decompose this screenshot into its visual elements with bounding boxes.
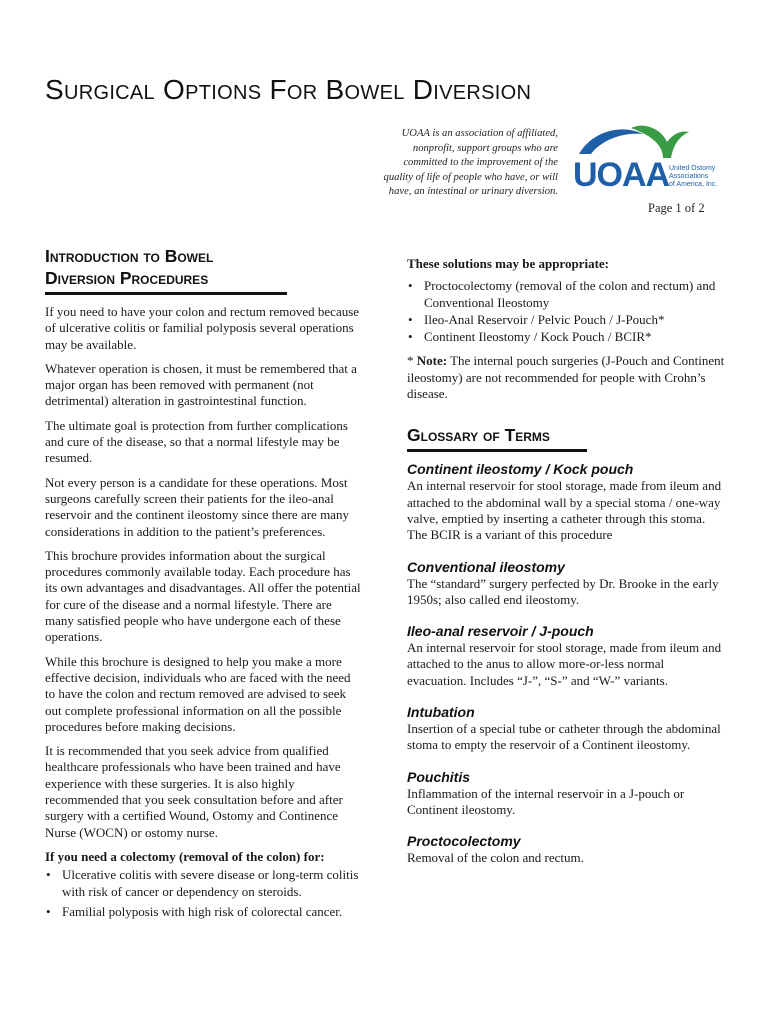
intro-paragraph: This brochure provides information about the surgical procedures commonly available today. Each procedure has its own advantages and disadvantages. All offer the potential for cure of the disease and a normal lifestyle. There are many satisfied people who have undergone each of these operations. [45, 547, 361, 645]
intro-paragraph: Whatever operation is chosen, it must be remembered that a major organ has been removed with permanent (not detrimental) alteration in gastrointestinal function. [45, 360, 357, 409]
glossary-entry [407, 769, 725, 819]
logo-swoosh-green [631, 126, 689, 158]
glossary-definition: An internal reservoir for stool storage, made from ileum and attached to the abdominal wall by a special stoma / one-way valve, emptied by inserting a catheter through this stoma. The BCIR is a variant of this procedure [407, 478, 722, 543]
heading-rule [407, 449, 587, 452]
glossary-definition: Insertion of a special tube or catheter through the abdominal stoma to empty the reservoir of a Continent ileostomy. [407, 721, 721, 753]
glossary-term: Continent ileostomy / Kock pouch [407, 461, 634, 478]
solutions-list [407, 278, 725, 345]
glossary-term: Ileo-anal reservoir / J-pouch [407, 623, 594, 640]
glossary-entry [407, 833, 725, 866]
glossary-entry [407, 461, 725, 543]
glossary-entry [407, 623, 725, 689]
glossary-entry [407, 559, 725, 609]
glossary-definition: Removal of the colon and rectum. [407, 850, 584, 866]
right-column [407, 256, 725, 882]
solutions-heading: These solutions may be appropriate: [407, 256, 609, 271]
glossary-term: Proctocolectomy [407, 833, 521, 850]
crohns-note: * Note: The internal pouch surgeries (J-Pouch and Continent ileostomy) are not recommended for people with Crohn’s disease. [407, 353, 725, 402]
uoaa-logo [571, 124, 726, 198]
logo-swoosh-blue [579, 129, 643, 154]
glossary-entry [407, 704, 725, 754]
colectomy-list [45, 867, 363, 920]
note-label: Note: [416, 353, 448, 369]
intro-heading [45, 245, 363, 289]
intro-heading-line-2: Diversion Procedures [45, 268, 209, 288]
organization-tagline: UOAA is an association of affiliated, nonprofit, support groups who are committed to the improvement of the quality of life of people who have, or will have, an intestinal or urinary diversion. [383, 128, 558, 197]
list-item: • Proctocolectomy (removal of the colon and rectum) and Conventional Ileostomy [407, 278, 725, 311]
logo-wordmark: UOAA [573, 156, 670, 194]
glossary-definition: An internal reservoir for stool storage, made from ileum and attached to the anus to allow more-or-less normal evacuation. Includes “J-”, “S-” and “W-” variants. [407, 640, 722, 688]
colectomy-heading: If you need a colectomy (removal of the colon) for: [45, 848, 325, 864]
logo-org-line-3: of America, Inc. [669, 181, 718, 188]
list-item: • Ileo-Anal Reservoir / Pelvic Pouch / J-Pouch* [407, 312, 725, 328]
glossary-definition: Inflammation of the internal reservoir in a J-pouch or Continent ileostomy. [407, 785, 685, 817]
intro-paragraph: If you need to have your colon and rectum removed because of ulcerative colitis or familial polyposis several operations may be available. [45, 304, 360, 352]
page-title: Surgical Options For Bowel Diversion [45, 74, 532, 105]
page-number: Page 1 of 2 [648, 201, 705, 215]
intro-paragraph: The ultimate goal is protection from further complications and cure of the disease, so that a normal lifestyle may be resumed. [45, 417, 348, 466]
heading-rule [45, 292, 287, 295]
list-item: • Continent Ileostomy / Kock Pouch / BCIR* [407, 329, 725, 345]
logo-org-line-1: United Ostomy [669, 165, 716, 172]
intro-paragraph: It is recommended that you seek advice from qualified healthcare professionals who have been trained and have experience with these surgeries. It is also highly recommended that you seek consultation before and after surgery with a certified Wound, Ostomy and Continence Nurse (WOCN) or ostomy nurse. [45, 743, 343, 840]
glossary-term: Conventional ileostomy [407, 558, 565, 575]
glossary-definition: The “standard” surgery perfected by Dr. Brooke in the early 1950s; also called end ileostomy. [407, 575, 719, 607]
intro-heading-line-1: Introduction to Bowel [45, 246, 214, 266]
glossary-heading: Glossary of Terms [407, 425, 550, 446]
list-item: • Familial polyposis with high risk of colorectal cancer. [45, 904, 363, 920]
intro-paragraph: While this brochure is designed to help you make a more effective decision, individuals who are faced with the need to have the colon and rectum removed are advised to seek out complete professional information on all the possible procedures before making decisions. [45, 653, 351, 734]
glossary-term: Pouchitis [407, 768, 471, 785]
intro-column [45, 245, 363, 924]
glossary-term: Intubation [407, 704, 475, 721]
intro-paragraph: Not every person is a candidate for these operations. Most surgeons carefully screen their patients for the ileo-anal reservoir and the continent ileostomy since there are many considerations in addition to the patient’s preferences. [45, 474, 349, 539]
list-item: • Ulcerative colitis with severe disease or long-term colitis with risk of cancer or dependency on steroids. [45, 867, 363, 900]
logo-org-line-2: Associations [669, 173, 709, 180]
